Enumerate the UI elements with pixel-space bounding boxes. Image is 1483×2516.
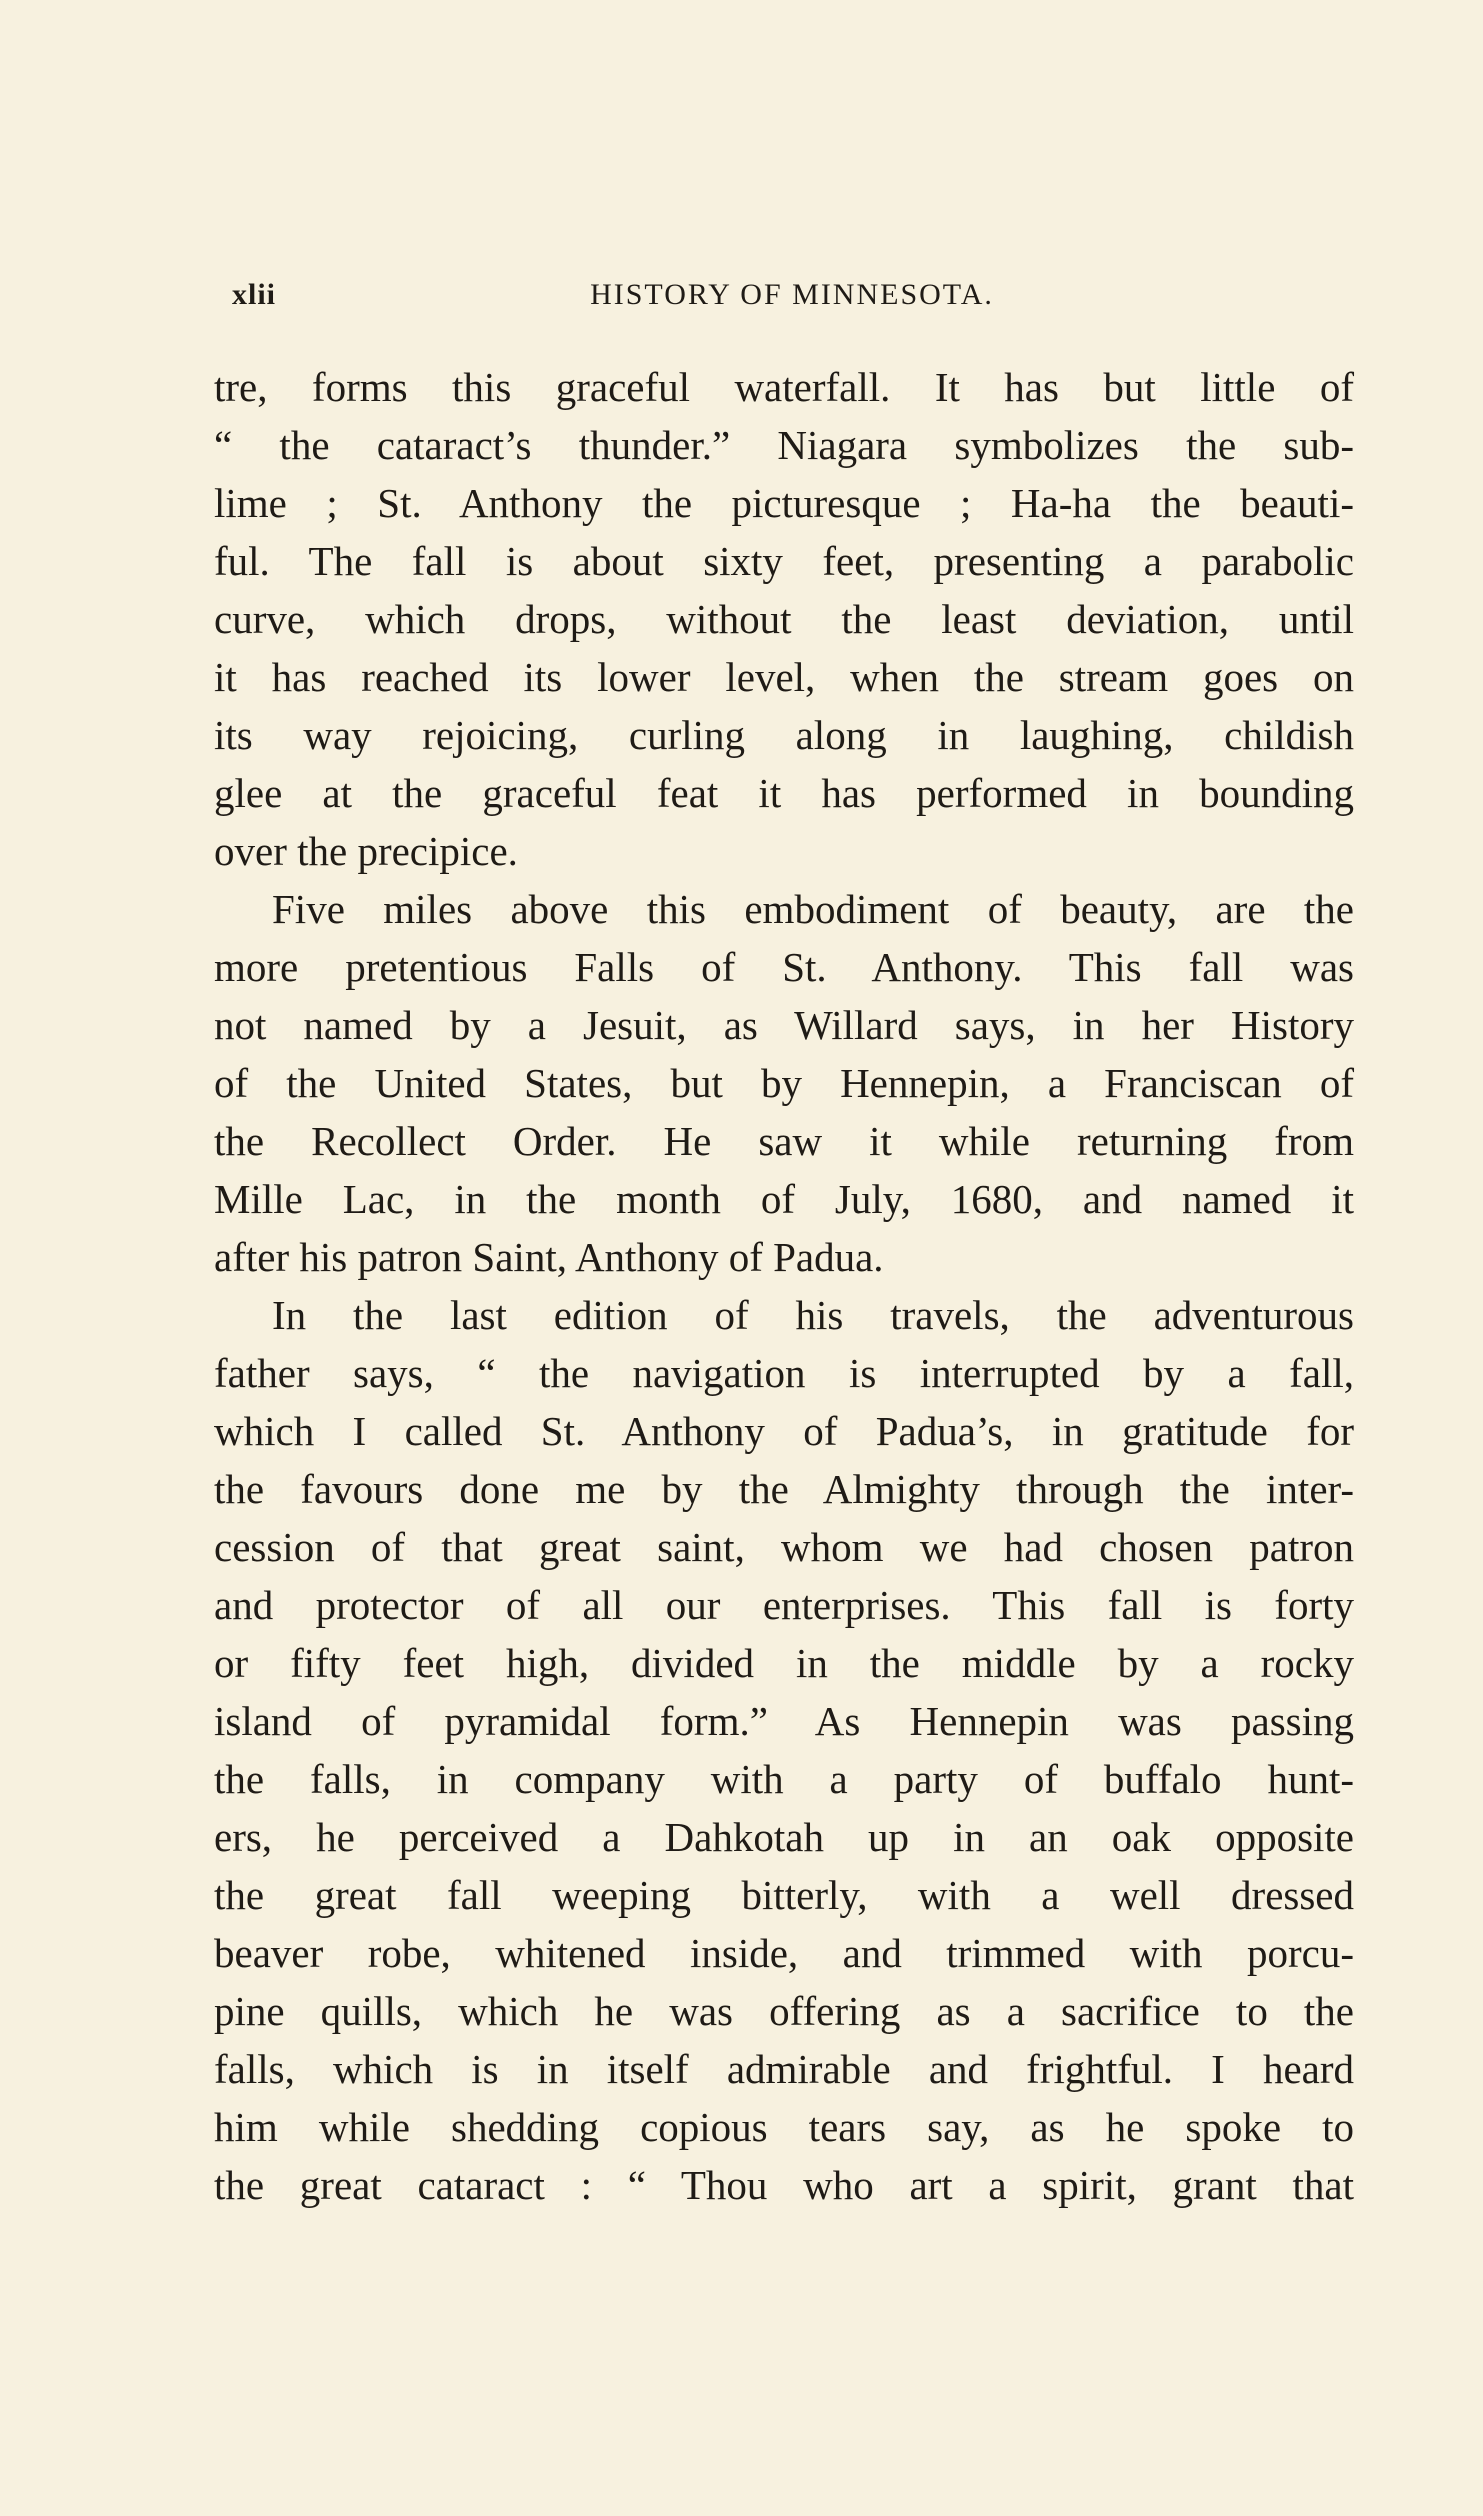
text-line: glee at the graceful feat it has performed in bounding [214,770,1354,816]
text-line: him while shedding copious tears say, as he spoke to [214,2104,1354,2150]
text-line: Five miles above this embodiment of beauty, are the [272,886,1354,932]
body-text [214,358,1354,2214]
text-line: ers, he perceived a Dahkotah up in an oak opposite [214,1814,1354,1860]
text-line: it has reached its lower level, when the stream goes on [214,654,1354,700]
text-line: “ the cataract’s thunder.” Niagara symbolizes the sub- [214,422,1354,468]
text-line: which I called St. Anthony of Padua’s, in gratitude for [214,1408,1354,1454]
text-line: the Recollect Order. He saw it while returning from [214,1118,1354,1164]
text-line: Mille Lac, in the month of July, 1680, and named it [214,1176,1354,1222]
text-line: ful. The fall is about sixty feet, presenting a parabolic [214,538,1354,584]
text-line: the great cataract : “ Thou who art a spirit, grant that [214,2162,1354,2208]
text-line: cession of that great saint, whom we had chosen patron [214,1524,1354,1570]
text-line: its way rejoicing, curling along in laughing, childish [214,712,1354,758]
text-line: falls, which is in itself admirable and frightful. I heard [214,2046,1354,2092]
page-number: xlii [232,278,277,311]
text-line: the favours done me by the Almighty through the inter- [214,1466,1354,1512]
text-line: the falls, in company with a party of buffalo hunt- [214,1756,1354,1802]
text-line: tre, forms this graceful waterfall. It has but little of [214,364,1354,410]
text-line: In the last edition of his travels, the adventurous [272,1292,1354,1338]
text-line: and protector of all our enterprises. This fall is forty [214,1582,1354,1628]
text-line: father says, “ the navigation is interrupted by a fall, [214,1350,1354,1396]
text-line: over the precipice. [214,828,518,874]
text-line: the great fall weeping bitterly, with a well dressed [214,1872,1354,1918]
text-line: more pretentious Falls of St. Anthony. This fall was [214,944,1354,990]
text-line: lime ; St. Anthony the picturesque ; Ha-ha the beauti- [214,480,1354,526]
page-header [232,278,1352,318]
running-title: HISTORY OF MINNESOTA. [590,278,994,311]
text-line: beaver robe, whitened inside, and trimmed with porcu- [214,1930,1354,1976]
text-line: pine quills, which he was offering as a sacrifice to the [214,1988,1354,2034]
text-line: not named by a Jesuit, as Willard says, in her History [214,1002,1354,1048]
text-line: after his patron Saint, Anthony of Padua. [214,1234,884,1280]
text-line: or fifty feet high, divided in the middle by a rocky [214,1640,1354,1686]
text-line: of the United States, but by Hennepin, a Franciscan of [214,1060,1354,1106]
text-line: curve, which drops, without the least deviation, until [214,596,1354,642]
text-line: island of pyramidal form.” As Hennepin was passing [214,1698,1354,1744]
